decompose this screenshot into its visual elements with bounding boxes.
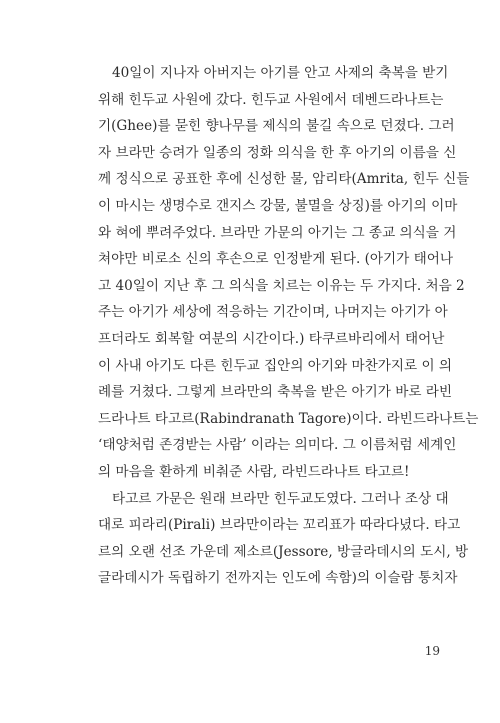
text-line: 이 사내 아기도 다른 힌두교 집안의 아기와 마찬가지로 이 의 [98,357,453,374]
text-line: 글라데시가 독립하기 전까지는 인도에 속함)의 이슬람 통치자 [98,570,458,587]
text-line: 기(Ghee)를 묻힌 향나무를 제식의 불길 속으로 던졌다. 그러 [98,118,455,135]
text-line: ‘태양처럼 존경받는 사람’ 이라는 의미다. 그 이름처럼 세계인 [98,437,457,454]
text-line: 의 마음을 환하게 비춰준 사람, 라빈드라나트 타고르! [98,463,410,480]
text-line: 께 정식으로 공표한 후에 신성한 물, 암리타(Amrita, 힌두 신들 [98,171,470,188]
text-line: 자 브라만 승려가 일종의 정화 의식을 한 후 아기의 이름을 신 [98,144,457,161]
text-line: 르의 오랜 선조 가운데 제소르(Jessore, 방글라데시의 도시, 방 [98,543,469,560]
text-line: 주는 아기가 세상에 적응하는 기간이며, 나머지는 아기가 아 [98,304,448,321]
text-line: 프더라도 회복할 여분의 시간이다.) 타쿠르바리에서 태어난 [98,330,445,347]
text-line: 위해 힌두교 사원에 갔다. 힌두교 사원에서 데벤드라나트는 [98,91,444,108]
text-line: 와 혀에 뿌려주었다. 브라만 가문의 아기는 그 종교 의식을 거 [98,224,457,241]
body-text [98,60,479,592]
page-number: 19 [424,644,440,658]
text-line: 40일이 지나자 아버지는 아기를 안고 사제의 축복을 받기 [112,65,449,81]
text-line: 고 40일이 지난 후 그 의식을 치르는 이유는 두 가지다. 처음 2 [98,277,465,294]
text-line: 드라나트 타고르(Rabindranath Tagore)이다. 라빈드라나트는 [98,410,479,427]
text-line: 쳐야만 비로소 신의 후손으로 인정받게 된다. (아기가 태어나 [98,251,454,268]
text-line: 타고르 가문은 원래 브라만 힌두교도였다. 그러나 조상 대 [112,490,449,507]
text-line: 대로 피라리(Pirali) 브라만이라는 꼬리표가 따라다녔다. 타고 [98,517,461,534]
text-line: 례를 거쳤다. 그렇게 브라만의 축복을 받은 아기가 바로 라빈 [98,384,453,401]
text-line: 이 마시는 생명수로 갠지스 강물, 불멸을 상징)를 아기의 이마 [98,197,458,214]
